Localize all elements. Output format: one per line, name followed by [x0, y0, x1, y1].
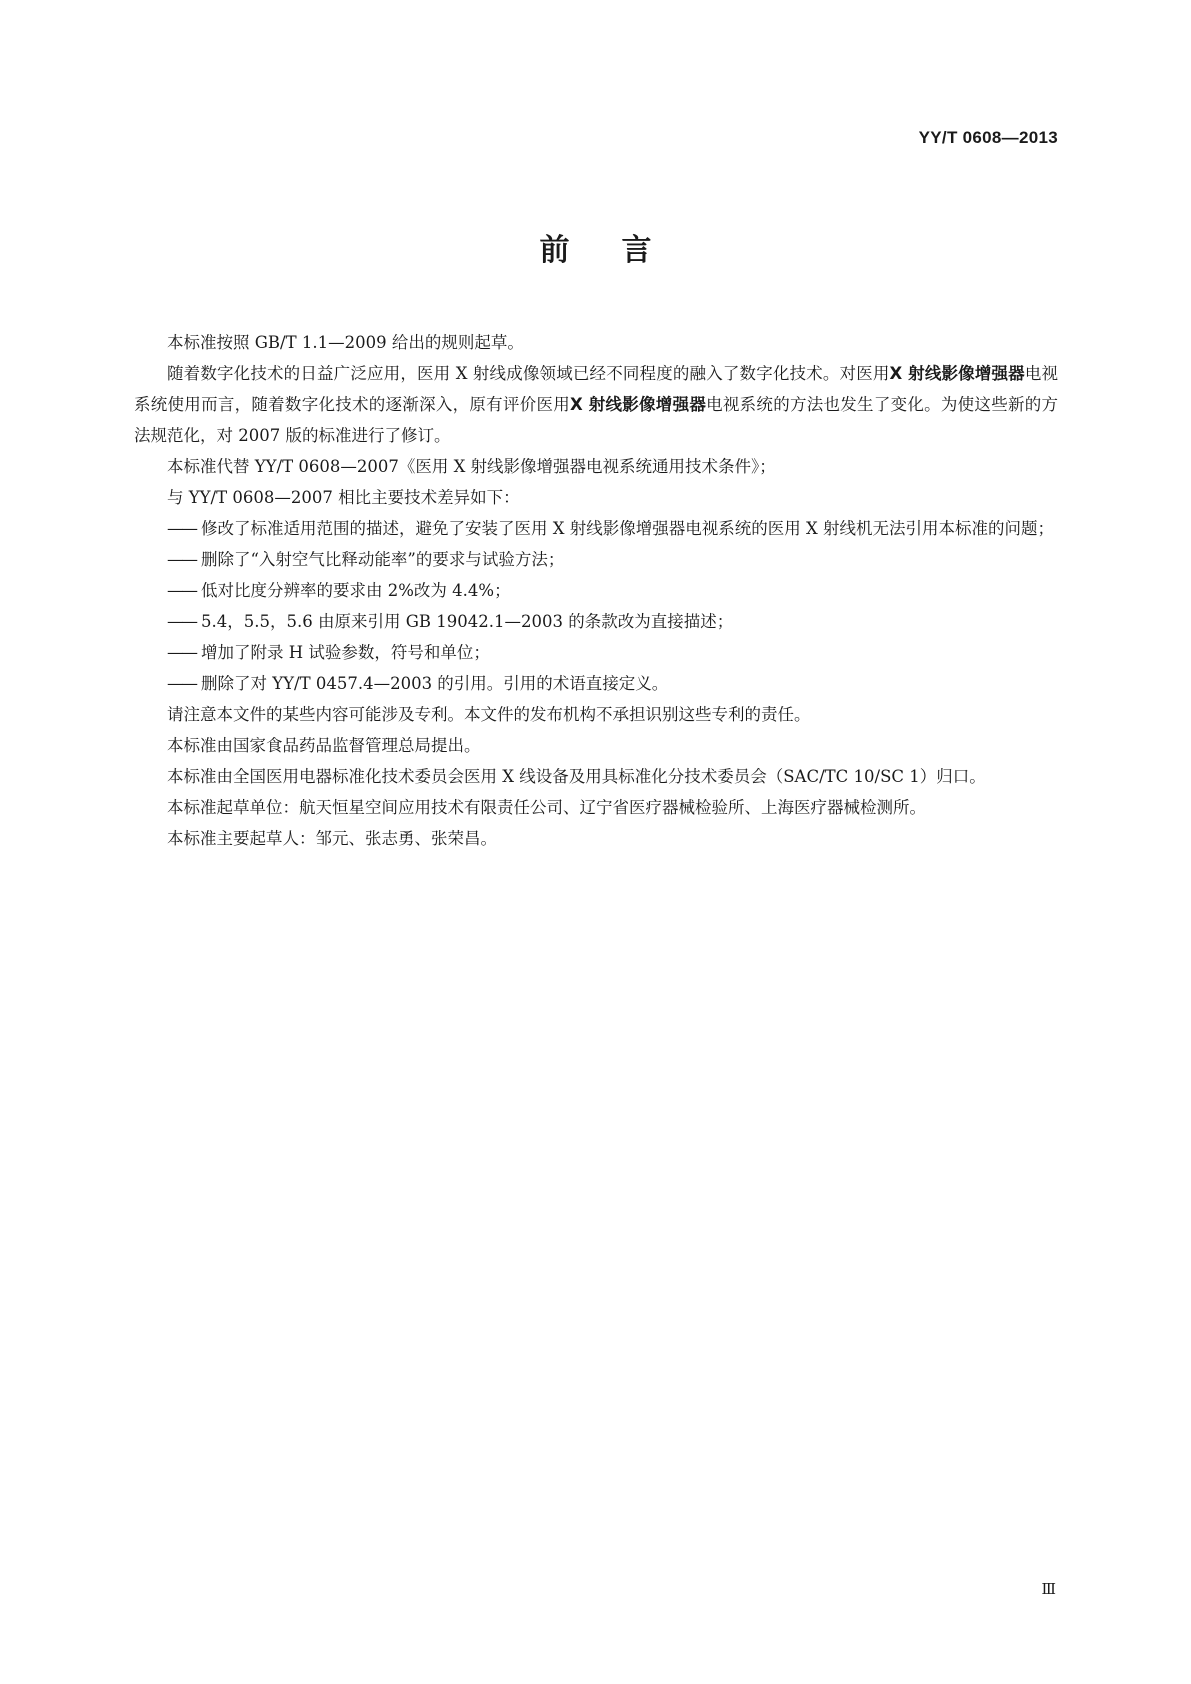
paragraph-drafters: 本标准主要起草人：邹元、张志勇、张荣昌。 — [167, 829, 497, 848]
list-item — [134, 606, 1058, 637]
list-item — [134, 513, 1058, 544]
dash-marker: —— — [167, 643, 196, 662]
paragraph-technical-committee: 本标准由全国医用电器标准化技术委员会医用 X 线设备及用具标准化分技术委员会（SAC/TC 10/SC 1）归口。 — [167, 767, 986, 786]
list-item — [134, 668, 1058, 699]
paragraph-patent-notice: 请注意本文件的某些内容可能涉及专利。本文件的发布机构不承担识别这些专利的责任。 — [167, 705, 811, 724]
bold-term: X 射线影像增强器 — [570, 395, 707, 414]
list-item-text: 删除了对 YY/T 0457.4—2003 的引用。引用的术语直接定义。 — [201, 674, 669, 693]
list-item — [134, 575, 1058, 606]
changes-list — [134, 513, 1058, 699]
list-item — [134, 544, 1058, 575]
list-item — [134, 637, 1058, 668]
paragraph-text: 随着数字化技术的日益广泛应用，医用 X 射线成像领域已经不同程度的融入了数字化技术。对医用 — [167, 364, 890, 383]
paragraph-drafting-units: 本标准起草单位：航天恒星空间应用技术有限责任公司、辽宁省医疗器械检验所、上海医疗器械检测所。 — [167, 798, 926, 817]
paragraph-drafting-rules: 本标准按照 GB/T 1.1—2009 给出的规则起草。 — [167, 333, 524, 352]
paragraph-text: 电视系统使用而言，随着数字化技术的逐渐深入，原有评价医用 — [134, 364, 1058, 414]
list-item-text: 修改了标准适用范围的描述，避免了安装了医用 X 射线影像增强器电视系统的医用 X 射线机无法引用本标准的问题； — [201, 519, 1054, 538]
paragraph-proposer: 本标准由国家食品药品监督管理总局提出。 — [167, 736, 481, 755]
standard-code: YY/T 0608—2013 — [918, 128, 1058, 147]
document-body — [134, 327, 1058, 854]
list-item-text: 增加了附录 H 试验参数，符号和单位； — [201, 643, 490, 662]
paragraph-text: 电视系统的方法也发生了变化。为使这些新的方法规范化，对 2007 版的标准进行了修订。 — [134, 395, 1059, 445]
paragraph-differences-intro: 与 YY/T 0608—2007 相比主要技术差异如下： — [167, 488, 520, 507]
list-item-text: 删除了“入射空气比释动能率”的要求与试验方法； — [201, 550, 565, 569]
dash-marker: —— — [167, 612, 196, 631]
list-item-text: 5.4，5.5，5.6 由原来引用 GB 19042.1—2003 的条款改为直接描述； — [201, 612, 734, 631]
paragraph-replaces: 本标准代替 YY/T 0608—2007《医用 X 射线影像增强器电视系统通用技术条件》； — [167, 457, 776, 476]
dash-marker: —— — [167, 519, 196, 538]
dash-marker: —— — [167, 550, 196, 569]
paragraph-revision-background — [134, 358, 1058, 451]
dash-marker: —— — [167, 674, 196, 693]
page-title: 前言 — [539, 233, 704, 268]
bold-term: X 射线影像增强器 — [889, 364, 1025, 383]
dash-marker: —— — [167, 581, 196, 600]
page-number: Ⅲ — [1041, 1580, 1056, 1598]
list-item-text: 低对比度分辨率的要求由 2%改为 4.4%； — [201, 581, 511, 600]
